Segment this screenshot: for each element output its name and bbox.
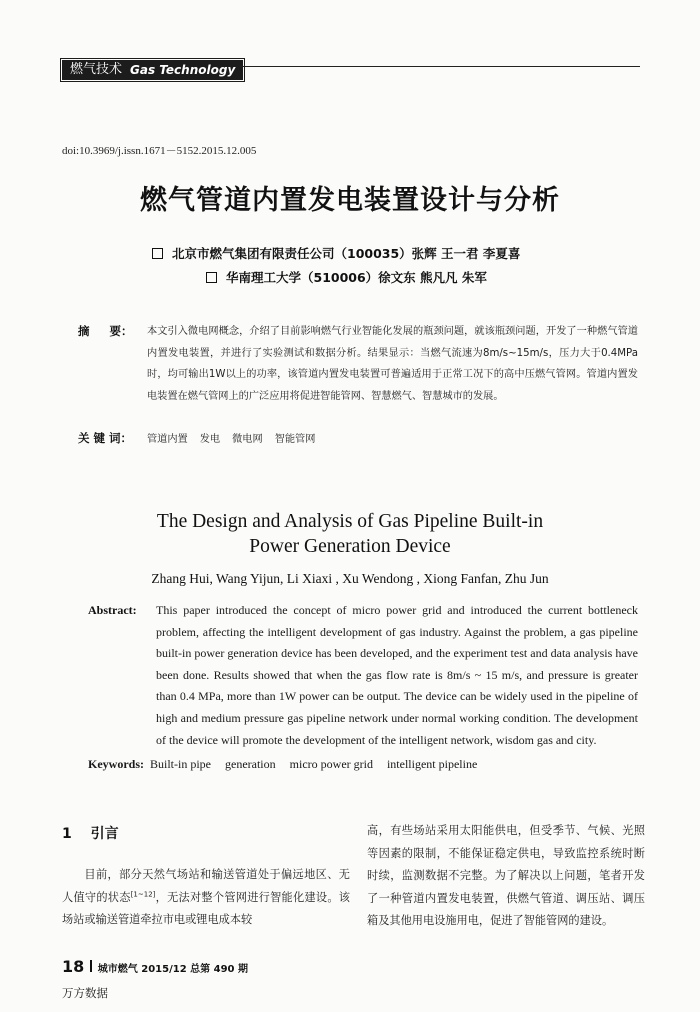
keyword-en-item: micro power grid (289, 757, 373, 771)
keyword-zh-item: 管道内置 (147, 434, 188, 445)
abstract-zh (78, 321, 638, 407)
body-column-left (62, 864, 350, 932)
abstract-zh-text: 本文引入微电网概念，介绍了目前影响燃气行业智能化发展的瓶颈问题，就该瓶颈问题，开发了一种燃气管道内置发电装置，并进行了实验测试和数据分析。结果显示：当燃气流速为8m/s~15m/s，压力大于0.4MPa时，均可输出1W以上的功率，该管道内置发电装置可普遍适用于正常工况下的高中压燃气管网。管道内置发电装置在燃气管网上的广泛应用将促进智能管网、智慧燃气、智慧城市的发展。 (147, 326, 638, 402)
keyword-en-item: Built-in pipe (150, 757, 211, 771)
keywords-en (88, 757, 491, 772)
keyword-en-item: intelligent pipeline (386, 757, 478, 771)
abstract-en-label: Abstract: (88, 603, 137, 617)
affiliation-2-text: 华南理工大学（510006）徐文东 熊凡凡 朱军 (226, 270, 487, 285)
section-banner (62, 60, 243, 80)
body-left-text-2: ，无法对整个管网进行智能化建设。该场站或输送管道牵拉市电或锂电成本较 (62, 890, 350, 926)
header-rule (240, 66, 640, 67)
keywords-zh (78, 430, 327, 446)
keyword-en-item: generation (225, 757, 276, 771)
section-label-en: Gas Technology (130, 63, 236, 77)
body-left-text-1: 目前，部分天然气场站和输送管道处于偏远地区、无人值守的状态 (62, 868, 350, 904)
square-bullet-icon (206, 272, 217, 283)
keyword-zh-item: 智能管网 (274, 434, 316, 445)
abstract-en (78, 600, 638, 751)
title-en-line-1: The Design and Analysis of Gas Pipeline Built-in (156, 511, 544, 532)
section-1-title: 引言 (90, 826, 119, 842)
doi: doi:10.3969/j.issn.1671－5152.2015.12.005 (62, 145, 257, 157)
keyword-zh-item: 微电网 (232, 434, 263, 445)
keywords-zh-label: 关 键 词： (78, 431, 133, 445)
abstract-zh-label: 摘 要： (78, 324, 133, 338)
title-en (0, 509, 700, 559)
authors-en: Zhang Hui, Wang Yijun, Li Xiaxi , Xu Wendong , Xiong Fanfan, Zhu Jun (151, 571, 549, 586)
affiliation-1 (152, 244, 520, 262)
journal-info: 城市燃气 2015/12 总第 490 期 (97, 964, 248, 975)
keywords-en-label: Keywords: (88, 757, 144, 771)
affiliation-2 (206, 268, 487, 286)
section-1-number: 1 (62, 826, 72, 842)
footer-divider (90, 960, 92, 972)
body-column-right: 高，有些场站采用太阳能供电，但受季节、气候、光照等因素的限制，不能保证稳定供电，导致监控系统时断时续，监测数据不完整。为了解决以上问题，笔者开发了一种管道内置发电装置，供燃气管道、调压站、调压箱及其他用电设施用电，促进了智能管网的建设。 (367, 824, 645, 927)
section-label-zh: 燃气技术 (70, 62, 123, 77)
keyword-zh-item: 发电 (199, 434, 221, 445)
title-en-line-2: Power Generation Device (249, 536, 451, 557)
citation-ref: [1~12] (130, 889, 156, 898)
page-number: 18 (62, 957, 85, 976)
page-footer (62, 957, 248, 976)
title-zh: 燃气管道内置发电装置设计与分析 (140, 185, 560, 216)
section-1-heading (62, 823, 119, 843)
abstract-en-text: This paper introduced the concept of micro power grid and introduced the current bottleneck problem, affecting the intelligent development of gas industry. Against the problem, a gas pipeline built-in power generation device has been developed, and the experiment test and data analysis have been done. Results showed that when the gas flow rate is 8m/s ~ 15 m/s, and pressure is greater than 0.4 MPa, more than 1W power can be output. The device can be widely used in the pipeline of high and medium pressure gas pipeline network under normal working condition. The development of the device will promote the development of the intelligent network, wisdom gas and city. (156, 603, 638, 747)
square-bullet-icon (152, 248, 163, 259)
affiliation-1-text: 北京市燃气集团有限责任公司（100035）张辉 王一君 李夏喜 (172, 246, 521, 261)
watermark: 万方数据 (62, 986, 108, 1000)
